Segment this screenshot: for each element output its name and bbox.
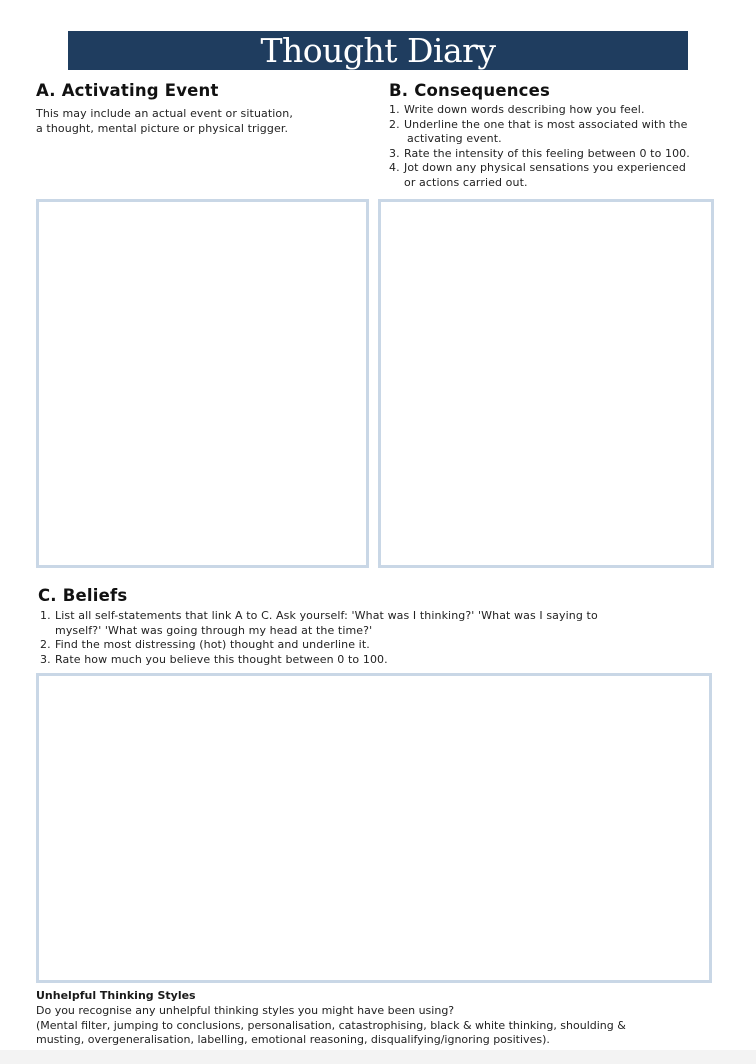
list-item	[389, 103, 729, 118]
thinking-styles-question: Do you recognise any unhelpful thinking styles you might have been using?	[36, 1004, 455, 1017]
step-number: 1.	[40, 609, 51, 622]
page-bottom-edge	[0, 1050, 756, 1064]
step-text: Find the most distressing (hot) thought and underline it.	[55, 638, 370, 652]
list-item	[40, 638, 700, 653]
beliefs-input-box[interactable]	[36, 673, 712, 983]
list-item	[40, 609, 700, 638]
step-number: 2.	[389, 117, 400, 131]
step-text: Write down words describing how you feel.	[404, 103, 645, 116]
step-number: 2.	[40, 638, 51, 652]
consequences-input-box[interactable]	[378, 199, 714, 568]
thinking-styles-text	[36, 1004, 716, 1048]
thinking-styles-list-line2: musting, overgeneralisation, labelling, emotional reasoning, disqualifying/ignoring positives).	[36, 1033, 550, 1046]
step-text: Rate how much you believe this thought between 0 to 100.	[55, 652, 388, 666]
step-number: 1.	[389, 103, 400, 116]
section-c-steps	[40, 609, 700, 667]
section-b-heading: B. Consequences	[389, 81, 551, 100]
step-text: List all self-statements that link A to C. Ask yourself: 'What was I thinking?' 'What was I saying to	[55, 609, 598, 622]
step-number: 3.	[389, 146, 400, 160]
section-c-heading: C. Beliefs	[38, 586, 128, 605]
step-text: Underline the one that is most associated with the	[404, 117, 688, 131]
activating-event-input-box[interactable]	[36, 199, 369, 568]
list-item	[40, 653, 700, 668]
page-title: Thought Diary	[68, 31, 688, 70]
step-text-continued: myself?' 'What was going through my head at the time?'	[55, 623, 373, 637]
section-a-heading: A. Activating Event	[36, 81, 219, 100]
list-item	[389, 147, 729, 162]
step-text-continued: activating event.	[407, 132, 502, 146]
thinking-styles-list-line1: (Mental filter, jumping to conclusions, personalisation, catastrophising, black & white thinking, shoulding &	[36, 1018, 626, 1032]
list-item	[389, 161, 729, 190]
section-a-desc-line1: This may include an actual event or situation,	[36, 107, 293, 120]
step-number: 4.	[389, 161, 400, 175]
section-a-desc-line2: a thought, mental picture or physical trigger.	[36, 122, 289, 135]
section-b-steps	[389, 103, 729, 191]
section-a-description	[36, 106, 356, 136]
step-text: Jot down any physical sensations you experienced	[404, 161, 686, 175]
step-number: 3.	[40, 652, 51, 666]
thinking-styles-title: Unhelpful Thinking Styles	[36, 989, 196, 1002]
step-text: Rate the intensity of this feeling between 0 to 100.	[404, 146, 690, 160]
step-text-continued: or actions carried out.	[404, 175, 528, 189]
list-item	[389, 118, 729, 147]
